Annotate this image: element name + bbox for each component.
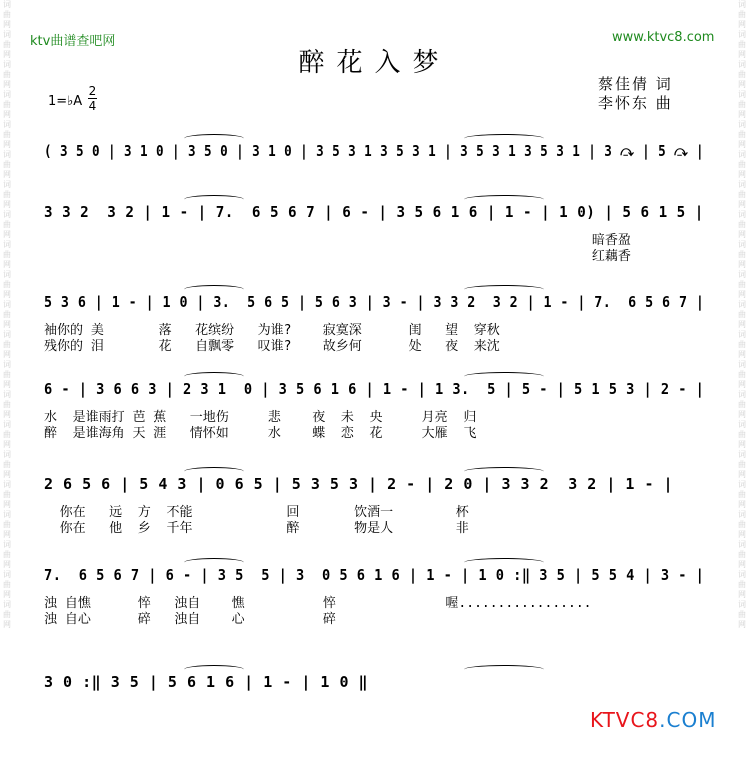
lyric-verse-1: 你在 远 方 不能 回 饮酒一 杯 [44, 505, 469, 520]
notation-line: 5 3 6 | 1 - | 1 0 | 3. 5 6 5 | 5 6 3 | 3 - | 3 3 2 3 2 | 1 - | 7. 6 5 6 7 | [44, 293, 705, 311]
slur-arc [184, 665, 244, 674]
lyric-verse-2: 残你的 泪 花 自飘零 叹谁? 故乡何 处 夜 来沈 [44, 339, 500, 354]
brand-logo-main: KTVC8 [590, 708, 660, 732]
left-watermark-strip [0, 0, 14, 757]
slur-arc [184, 372, 244, 381]
time-signature-bottom: 4 [88, 99, 97, 113]
lyric-verse-2: 醉 是谁海角 天 涯 情怀如 水 蝶 恋 花 大雁 飞 [44, 426, 477, 441]
right-watermark-text: 词曲网词曲网词曲网词曲网词曲网词曲网词曲网词曲网词曲网词曲网词曲网词曲网词曲网词曲网词曲网词曲网词曲网词曲网词曲网词曲网词曲网 [738, 0, 746, 629]
time-signature [88, 84, 97, 113]
slur-arc [464, 134, 544, 143]
site-link-right[interactable]: www.ktvc8.com [612, 30, 715, 45]
slur-arc [464, 372, 544, 381]
slur-arc [184, 195, 244, 204]
composer-credit: 李怀东 曲 [598, 94, 673, 112]
notation-line: ( 3 5 0 | 3 1 0 | 3 5 0 | 3 1 0 | 3 5 3 1 3 5 3 1 | 3 5 3 1 3 5 3 1 | 3 ⤼ | 5 ⤼ | [44, 142, 705, 160]
slur-arc [464, 285, 544, 294]
slur-arc [464, 467, 544, 476]
lyric-verse-1: 暗香盈 [44, 233, 631, 248]
notation-line: 7. 6 5 6 7 | 6 - | 3 5 5 | 3 0 5 6 1 6 | 1 - | 1 0 :‖ 3 5 | 5 5 4 | 3 - | [44, 566, 705, 584]
lyric-verse-1: 袖你的 美 落 花缤纷 为谁? 寂寞深 闺 望 穿秋 [44, 323, 500, 338]
brand-logo-suffix: .COM [659, 708, 717, 732]
lyric-verse-2: 浊 自心 碎 浊自 心 碎 [44, 612, 336, 627]
notation-line: 3 3 2 3 2 | 1 - | 7. 6 5 6 7 | 6 - | 3 5 6 1 6 | 1 - | 1 0) | 5 6 1 5 | [44, 203, 704, 221]
notation-line: 6 - | 3 6 6 3 | 2 3 1 0 | 3 5 6 1 6 | 1 - | 1 3. 5 | 5 - | 5 1 5 3 | 2 - | [44, 380, 705, 398]
left-watermark-text: 词曲网词曲网词曲网词曲网词曲网词曲网词曲网词曲网词曲网词曲网词曲网词曲网词曲网词曲网词曲网词曲网词曲网词曲网词曲网词曲网词曲网 [3, 0, 11, 629]
time-signature-top: 2 [88, 84, 97, 98]
key-signature: 1=♭A [48, 94, 83, 109]
lyric-verse-1: 水 是谁雨打 芭 蕉 一地伤 悲 夜 未 央 月亮 归 [44, 410, 477, 425]
lyric-verse-2: 红藕香 [44, 249, 631, 264]
slur-arc [184, 285, 244, 294]
slur-arc [464, 558, 544, 567]
slur-arc [184, 467, 244, 476]
slur-arc [464, 195, 544, 204]
site-link-left[interactable]: ktv曲谱查吧网 [30, 34, 116, 49]
slur-arc [184, 558, 244, 567]
lyric-verse-2: 你在 他 乡 千年 醉 物是人 非 [44, 521, 469, 536]
lyric-verse-1: 浊 自憔 悴 浊自 憔 悴 喔................. [44, 596, 592, 611]
slur-arc [464, 665, 544, 674]
brand-logo [590, 708, 716, 732]
right-watermark-strip [735, 0, 749, 757]
slur-arc [184, 134, 244, 143]
lyricist-credit: 蔡佳倩 词 [598, 75, 673, 93]
song-title: 醉花入梦 [298, 48, 451, 78]
notation-line: 3 0 :‖ 3 5 | 5 6 1 6 | 1 - | 1 0 ‖ [44, 673, 369, 691]
notation-line: 2 6 5 6 | 5 4 3 | 0 6 5 | 5 3 5 3 | 2 - | 2 0 | 3 3 2 3 2 | 1 - | [44, 475, 674, 493]
